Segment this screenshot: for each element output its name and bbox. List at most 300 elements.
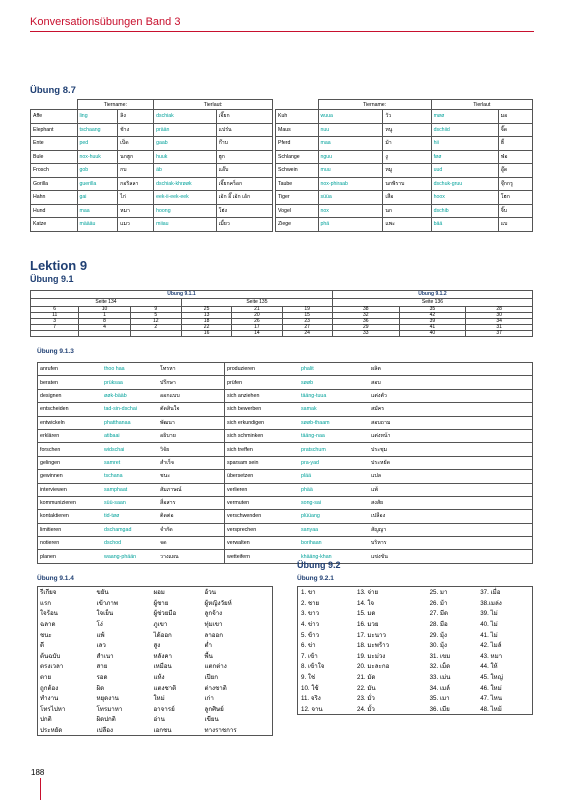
numbered-word: 22. มัน bbox=[357, 684, 376, 692]
animal-translit: maa bbox=[77, 204, 118, 218]
animal-thai: นก bbox=[383, 204, 431, 218]
animal-thai: นกฮูก bbox=[118, 150, 154, 164]
number-cell: 6 bbox=[31, 307, 79, 313]
verb-thai: สำเร็จ bbox=[158, 456, 225, 469]
numbered-word: 32. เม็ด bbox=[429, 663, 451, 671]
seite-136: Seite 136 bbox=[332, 299, 532, 307]
numbered-word: 33. เม่น bbox=[429, 674, 451, 682]
verb-translit: søøb bbox=[299, 376, 369, 389]
verb-german: sich schminken bbox=[225, 429, 300, 442]
animal-thai: แมว bbox=[118, 218, 154, 232]
numbered-words-table bbox=[297, 586, 533, 715]
number-cell: 19 bbox=[282, 307, 332, 313]
verb-german: sich erkundigen bbox=[225, 416, 300, 429]
animal-translit: nguu bbox=[318, 150, 383, 164]
sound-thai: โฮก bbox=[498, 191, 532, 205]
sound-translit: äb bbox=[154, 164, 216, 178]
numbered-word: 12. จาน bbox=[301, 705, 323, 713]
numbered-word: 47. ไหน bbox=[480, 695, 502, 703]
verb-translit: samak bbox=[299, 403, 369, 416]
verb-translit: plüüang bbox=[299, 510, 369, 523]
exercise-9-1-1-label: Übung 9.1.1 bbox=[31, 291, 333, 299]
animal-translit: wuua bbox=[318, 110, 383, 124]
sound-translit: hoong bbox=[154, 204, 216, 218]
verb-translit: søøb-thaam bbox=[299, 416, 369, 429]
numbered-row bbox=[298, 661, 533, 672]
thai-word: สำเนา bbox=[96, 652, 114, 660]
numbered-row bbox=[298, 587, 533, 598]
vocab-row bbox=[38, 510, 533, 523]
verb-thai: โทรหา bbox=[158, 363, 225, 376]
sound-translit: hii bbox=[431, 137, 498, 151]
numbered-word: 11. จริง bbox=[301, 695, 321, 703]
verb-german: interviewen bbox=[38, 483, 103, 496]
animal-translit: phä bbox=[318, 218, 383, 232]
verb-thai: สงสัย bbox=[369, 496, 533, 509]
verb-german: gewinnen bbox=[38, 470, 103, 483]
opposite-row bbox=[38, 672, 273, 683]
col-tiername-2: Tiername: bbox=[318, 100, 431, 110]
opposite-row bbox=[38, 693, 273, 704]
vocab-table bbox=[37, 362, 533, 564]
page-number: 188 bbox=[31, 768, 45, 777]
number-cell: 36 bbox=[332, 319, 399, 325]
thai-word: รีเกียจ bbox=[40, 589, 57, 597]
verb-german: prüfen bbox=[225, 376, 300, 389]
numbered-word: 14. ใจ bbox=[357, 599, 374, 607]
number-cell: 1 bbox=[79, 313, 130, 319]
number-cell: 5 bbox=[130, 313, 181, 319]
verb-thai: ผลิต bbox=[369, 363, 533, 376]
number-cell: 24 bbox=[282, 331, 332, 337]
thai-word: เขียน bbox=[204, 716, 219, 724]
numbered-word: 24. มั้ว bbox=[357, 705, 375, 713]
verb-german: forschen bbox=[38, 443, 103, 456]
animal-thai: วัว bbox=[383, 110, 431, 124]
animal-thai: นกพิราบ bbox=[383, 177, 431, 191]
verb-german: gelingen bbox=[38, 456, 103, 469]
numbered-word: 45. ใหญ่ bbox=[480, 674, 503, 682]
thai-word: ประหยัด bbox=[40, 727, 63, 735]
animal-row bbox=[31, 218, 273, 232]
animal-german: Kuh bbox=[276, 110, 319, 124]
vocab-row bbox=[38, 523, 533, 536]
number-cell: 40 bbox=[399, 331, 466, 337]
numbered-row bbox=[298, 619, 533, 630]
exercise-8-7-title: Übung 8.7 bbox=[30, 85, 76, 96]
sound-thai: ก๊าบ bbox=[216, 137, 272, 151]
thai-word: ทำงาน bbox=[40, 695, 59, 703]
number-cell: 16 bbox=[181, 331, 231, 337]
verb-thai: สอบถาม bbox=[369, 416, 533, 429]
number-cell: 10 bbox=[79, 307, 130, 313]
numbered-word: 5. ข้าว bbox=[301, 631, 320, 639]
sound-thai: เจี๊ยก bbox=[216, 110, 272, 124]
verb-thai: พัฒนา bbox=[158, 416, 225, 429]
verb-german: designen bbox=[38, 389, 103, 402]
verb-german: erklären bbox=[38, 429, 103, 442]
thai-word: ลูกศิษย์ bbox=[204, 705, 224, 713]
verb-german: produzieren bbox=[225, 363, 300, 376]
animal-translit: maa bbox=[318, 137, 383, 151]
thai-word: ทางราชการ bbox=[204, 727, 237, 735]
vocab-row bbox=[38, 456, 533, 469]
verb-german: planen bbox=[38, 550, 103, 563]
animal-row bbox=[276, 137, 533, 151]
thai-word: ดี bbox=[40, 642, 45, 650]
numbered-word: 19. มะม่วง bbox=[357, 652, 386, 660]
animal-row bbox=[276, 191, 533, 205]
thai-word: ใหม่ bbox=[153, 695, 165, 703]
sound-translit: dschiak bbox=[154, 110, 216, 124]
animal-translit: gai bbox=[77, 191, 118, 205]
opposite-row bbox=[38, 661, 273, 672]
numbered-word: 30. มุ้ง bbox=[429, 642, 447, 650]
sound-thai: ฮูก bbox=[216, 150, 272, 164]
sound-thai: เอ้ก อี๊ เอ้ก เอ้ก bbox=[216, 191, 272, 205]
page-header-title: Konversationsübungen Band 3 bbox=[30, 16, 181, 28]
animal-row bbox=[31, 204, 273, 218]
verb-thai: จด bbox=[158, 537, 225, 550]
sound-thai: เจี๊ยกคร็อก bbox=[216, 177, 272, 191]
verb-german: anrufen bbox=[38, 363, 103, 376]
number-cell: 2 bbox=[130, 325, 181, 331]
vocab-row bbox=[38, 483, 533, 496]
numbered-row bbox=[298, 682, 533, 693]
numbered-word: 17. มะนาว bbox=[357, 631, 386, 639]
animal-row bbox=[276, 164, 533, 178]
thai-word: แตกต่าง bbox=[204, 663, 227, 671]
number-cell: 30 bbox=[466, 313, 533, 319]
numbered-word: 26. ม้า bbox=[429, 599, 448, 607]
verb-translit: song-sai bbox=[299, 496, 369, 509]
col-tierlaut: Tierlaut: bbox=[154, 100, 273, 110]
number-cell: 31 bbox=[466, 325, 533, 331]
thai-word: ต่ำ bbox=[204, 642, 213, 650]
sound-thai: จี๊ด bbox=[498, 123, 532, 137]
sound-thai: เมี้ยว bbox=[216, 218, 272, 232]
number-cell bbox=[31, 331, 79, 337]
thai-word: อ่าน bbox=[153, 716, 165, 724]
opposite-row bbox=[38, 629, 273, 640]
animal-german: Hund bbox=[31, 204, 78, 218]
animal-translit: nox-phiraab bbox=[318, 177, 383, 191]
thai-word: เลว bbox=[96, 642, 106, 650]
number-cell: 29 bbox=[332, 325, 399, 331]
thai-word: แตงชาติ bbox=[153, 684, 177, 692]
sound-translit: miiau bbox=[154, 218, 216, 232]
number-cell bbox=[79, 331, 130, 337]
animal-row bbox=[276, 150, 533, 164]
thai-word: ลาออก bbox=[204, 631, 223, 639]
animal-thai: แพะ bbox=[383, 218, 431, 232]
exercise-9-2-1-title: Übung 9.2.1 bbox=[297, 575, 334, 582]
number-cell: 38 bbox=[332, 307, 399, 313]
numbered-word: 43. หมา bbox=[480, 652, 503, 660]
sound-translit: bää bbox=[431, 218, 498, 232]
number-cell: 39 bbox=[399, 319, 466, 325]
opposites-table bbox=[37, 586, 273, 736]
number-cell: 37 bbox=[466, 331, 533, 337]
verb-translit: plää bbox=[299, 470, 369, 483]
verb-german: verlieren bbox=[225, 483, 300, 496]
sound-translit: gaab bbox=[154, 137, 216, 151]
numbered-word: 7. เข้า bbox=[301, 652, 318, 660]
thai-word: ภูเขา bbox=[153, 621, 168, 629]
verb-thai: แพ้ bbox=[369, 483, 533, 496]
numbered-word: 36. เมีย bbox=[429, 705, 450, 713]
sound-thai: แบ bbox=[498, 218, 532, 232]
thai-word: หลังคา bbox=[153, 652, 172, 660]
animal-thai: งู bbox=[383, 150, 431, 164]
animal-german: Tiger bbox=[276, 191, 319, 205]
animal-german: Bule bbox=[31, 150, 78, 164]
number-cell: 25 bbox=[181, 307, 231, 313]
exercise-9-1-3-title: Übung 9.1.3 bbox=[37, 348, 74, 355]
numbered-word: 42. ไมล์ bbox=[480, 642, 502, 650]
numbered-word: 9. ใช่ bbox=[301, 674, 316, 682]
verb-thai: แต่งหน้า bbox=[369, 429, 533, 442]
thai-word: ผิด bbox=[96, 684, 105, 692]
number-cell: 35 bbox=[399, 307, 466, 313]
numbered-word: 35. เมา bbox=[429, 695, 450, 703]
vocab-row bbox=[38, 550, 533, 563]
verb-german: entwickeln bbox=[38, 416, 103, 429]
animal-row bbox=[31, 177, 273, 191]
thai-word: อาจารย์ bbox=[153, 705, 175, 713]
thai-word: เหมือน bbox=[153, 663, 172, 671]
animal-thai: หมา bbox=[118, 204, 154, 218]
numbered-word: 41. ไม่ bbox=[480, 631, 498, 639]
sound-thai: อู๊ด bbox=[498, 164, 532, 178]
number-cell: 14 bbox=[232, 331, 282, 337]
number-cell: 27 bbox=[282, 325, 332, 331]
numbered-row bbox=[298, 651, 533, 662]
thai-word: ได้ออก bbox=[153, 631, 172, 639]
numbered-word: 31. เขม bbox=[429, 652, 451, 660]
animal-row bbox=[276, 110, 533, 124]
animal-translit: ped bbox=[77, 137, 118, 151]
animal-german: Elephant bbox=[31, 123, 78, 137]
verb-translit: dschamgad bbox=[102, 523, 158, 536]
vocab-row bbox=[38, 496, 533, 509]
exercise-9-2-title: Übung 9.2 bbox=[297, 560, 341, 570]
thai-word: ผู้หญิงวัยห์ bbox=[204, 599, 232, 607]
number-cell: 33 bbox=[332, 331, 399, 337]
opposite-row bbox=[38, 619, 273, 630]
footer-bar bbox=[40, 778, 41, 800]
animal-thai: ไก่ bbox=[118, 191, 154, 205]
animal-thai: ม้า bbox=[383, 137, 431, 151]
thai-word: เปียก bbox=[204, 674, 218, 682]
verb-german: notieren bbox=[38, 537, 103, 550]
numbered-row bbox=[298, 598, 533, 609]
verb-thai: ชนะ bbox=[158, 470, 225, 483]
animal-german: Pferd bbox=[276, 137, 319, 151]
verb-german: verwalten bbox=[225, 537, 300, 550]
animal-row bbox=[31, 123, 273, 137]
verb-translit: dschod bbox=[102, 537, 158, 550]
numbered-word: 28. มือ bbox=[429, 621, 448, 629]
verb-german: beraten bbox=[38, 376, 103, 389]
exercise-9-1-2-label: Übung 9.1.2 bbox=[332, 291, 532, 299]
numbered-row bbox=[298, 629, 533, 640]
verb-translit: sanyaa bbox=[299, 523, 369, 536]
animal-row bbox=[31, 191, 273, 205]
numbered-word: 6. ข่า bbox=[301, 642, 316, 650]
numbered-word: 48. ไหม้ bbox=[480, 705, 502, 713]
number-cell: 11 bbox=[31, 313, 79, 319]
thai-word: ขยัน bbox=[96, 589, 109, 597]
numbered-word: 46. ใหม่ bbox=[480, 684, 502, 692]
animal-thai: หนู bbox=[383, 123, 431, 137]
verb-translit: samphaat bbox=[102, 483, 158, 496]
sound-thai: แปร๋น bbox=[216, 123, 272, 137]
verb-german: limitieren bbox=[38, 523, 103, 536]
animal-german: Vogel bbox=[276, 204, 319, 218]
verb-thai: แต่งตัว bbox=[369, 389, 533, 402]
sound-translit: dschib bbox=[431, 204, 498, 218]
animal-table-left bbox=[30, 99, 273, 232]
animal-german: Maus bbox=[276, 123, 319, 137]
thai-word: ลูกจ้าง bbox=[204, 610, 223, 618]
numbered-word: 21. มัด bbox=[357, 674, 376, 682]
sound-translit: møø bbox=[431, 110, 498, 124]
numbered-word: 37. เมื่อ bbox=[480, 589, 501, 597]
thai-word: ถูกต้อง bbox=[40, 684, 59, 692]
number-cell: 13 bbox=[181, 313, 231, 319]
number-cell: 9 bbox=[130, 307, 181, 313]
numbered-word: 38.เมล่ง bbox=[480, 599, 502, 607]
sound-thai: โฮ่ง bbox=[216, 204, 272, 218]
vocab-row bbox=[38, 443, 533, 456]
animal-german: Ente bbox=[31, 137, 78, 151]
thai-word: โทรมาหา bbox=[96, 705, 123, 713]
verb-german: versprechen bbox=[225, 523, 300, 536]
number-cell: 21 bbox=[232, 307, 282, 313]
animal-translit: guerilla bbox=[77, 177, 118, 191]
seite-134: Seite 134 bbox=[31, 299, 182, 307]
verb-german: wetteifern bbox=[225, 550, 300, 563]
exercise-9-1-4-title: Übung 9.1.4 bbox=[37, 575, 74, 582]
verb-thai: ติดต่อ bbox=[158, 510, 225, 523]
thai-word: สาย bbox=[96, 663, 108, 671]
thai-word: ใจเย็น bbox=[96, 610, 114, 618]
animal-translit: nuu bbox=[318, 123, 383, 137]
vocab-row bbox=[38, 363, 533, 376]
animal-thai: ช้าง bbox=[118, 123, 154, 137]
opposite-row bbox=[38, 587, 273, 598]
thai-word: แรก bbox=[40, 599, 52, 607]
sound-translit: dschiak-khrøøk bbox=[154, 177, 216, 191]
verb-german: sich anziehen bbox=[225, 389, 300, 402]
animal-translit: süüa bbox=[318, 191, 383, 205]
numbered-row bbox=[298, 608, 533, 619]
opposite-row bbox=[38, 714, 273, 725]
animal-translit: muu bbox=[318, 164, 383, 178]
animal-row bbox=[31, 110, 273, 124]
numbered-word: 1. ขา bbox=[301, 589, 316, 597]
numbered-word: 34. เมล์ bbox=[429, 684, 450, 692]
seite-135: Seite 135 bbox=[181, 299, 332, 307]
verb-german: vermuten bbox=[225, 496, 300, 509]
verb-german: verschwenden bbox=[225, 510, 300, 523]
thai-word: รอด bbox=[96, 674, 108, 682]
verb-german: kommunizieren bbox=[38, 496, 103, 509]
vocab-row bbox=[38, 416, 533, 429]
numbered-word: 15. มด bbox=[357, 610, 376, 618]
animal-row bbox=[31, 150, 273, 164]
number-cell: 20 bbox=[232, 313, 282, 319]
vocab-row bbox=[38, 403, 533, 416]
numbered-row bbox=[298, 640, 533, 651]
verb-thai: จำกัด bbox=[158, 523, 225, 536]
animal-thai: ลิง bbox=[118, 110, 154, 124]
verb-translit: tad-sin-dschai bbox=[102, 403, 158, 416]
numbered-word: 29. มุ้ง bbox=[429, 631, 447, 639]
verb-thai: ประหยัด bbox=[369, 456, 533, 469]
verb-translit: phalit bbox=[299, 363, 369, 376]
animal-translit: nox bbox=[318, 204, 383, 218]
numbered-word: 8. เข้าใจ bbox=[301, 663, 325, 671]
verb-thai: อธิบาย bbox=[158, 429, 225, 442]
vocab-row bbox=[38, 376, 533, 389]
animal-row bbox=[276, 177, 533, 191]
verb-thai: แปล bbox=[369, 470, 533, 483]
verb-thai: ตัดสินใจ bbox=[158, 403, 225, 416]
sound-thai: ฮี้ bbox=[498, 137, 532, 151]
verb-translit: pra-yad bbox=[299, 456, 369, 469]
numbered-word: 27. มีด bbox=[429, 610, 448, 618]
numbered-word: 23. มั่ว bbox=[357, 695, 375, 703]
number-cell: 18 bbox=[181, 319, 231, 325]
sound-translit: huuk bbox=[154, 150, 216, 164]
number-cell: 32 bbox=[332, 313, 399, 319]
vocab-row bbox=[38, 389, 533, 402]
numbered-word: 40. ไม่ bbox=[480, 621, 498, 629]
thai-word: เอกชน bbox=[153, 727, 172, 735]
number-cell bbox=[130, 331, 181, 337]
verb-thai: เปลือง bbox=[369, 510, 533, 523]
verb-thai: แข่งขัน bbox=[369, 550, 533, 563]
verb-translit: atibaai bbox=[102, 429, 158, 442]
numbered-word: 44. ให้ bbox=[480, 663, 498, 671]
verb-translit: widschai bbox=[102, 443, 158, 456]
number-cell: 41 bbox=[399, 325, 466, 331]
sound-translit: hoox bbox=[431, 191, 498, 205]
thai-word: เปลือง bbox=[96, 727, 114, 735]
verb-german: übersetzen bbox=[225, 470, 300, 483]
verb-thai: สอบ bbox=[369, 376, 533, 389]
verb-translit: phatthanaa bbox=[102, 416, 158, 429]
animal-translit: tschaang bbox=[77, 123, 118, 137]
animal-thai: เสือ bbox=[383, 191, 431, 205]
verb-translit: waang-phään bbox=[102, 550, 158, 563]
thai-word: พื้น bbox=[204, 652, 213, 660]
thai-word: ปกติ bbox=[40, 716, 52, 724]
col-tierlaut-2: Tierlaut bbox=[431, 100, 532, 110]
numbered-word: 2. ชาย bbox=[301, 599, 320, 607]
animal-thai: กอริลลา bbox=[118, 177, 154, 191]
number-cell: 23 bbox=[282, 319, 332, 325]
animal-german: Affe bbox=[31, 110, 78, 124]
col-tiername: Tiername: bbox=[77, 100, 154, 110]
verb-translit: khääng-khan bbox=[299, 550, 369, 563]
sound-thai: แอ๊บ bbox=[216, 164, 272, 178]
animal-translit: ling bbox=[77, 110, 118, 124]
sound-thai: ฟ่อ bbox=[498, 150, 532, 164]
vocab-row bbox=[38, 470, 533, 483]
